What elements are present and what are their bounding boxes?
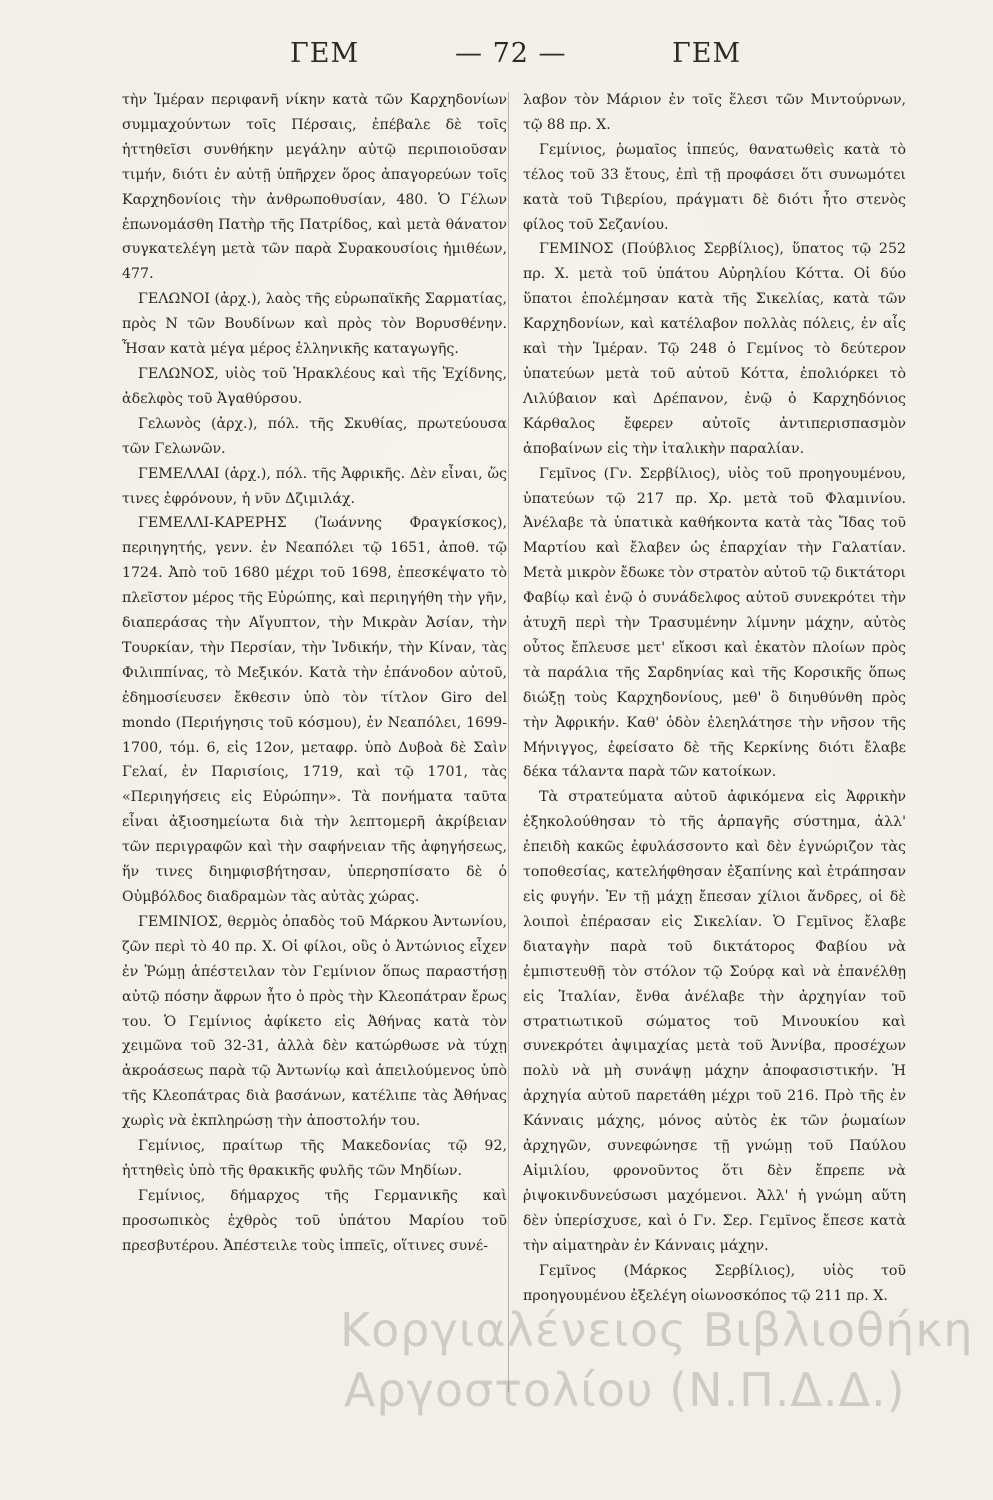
running-head	[0, 38, 993, 88]
running-head-left: ΓΕΜ	[290, 38, 360, 69]
watermark-line-1: Κοργιαλένειος Βιβλιοθήκη	[340, 1303, 974, 1357]
entry-geminios-tribune-continued: λαβον τὸν Μάριον ἐν τοῖς ἕλεσι τῶν Μιντούρνων, τῷ 88 πρ. Χ.	[523, 92, 906, 133]
entry-geminos-gnaeus-continued: Τὰ στρατεύματα αὐτοῦ ἀφικόμενα εἰς Ἀφρικὴν ἐξηκολούθησαν τὸ τῆς ἁρπαγῆς σύστημα, ἀλλ' ἐπειδὴ κακῶς ἐφυλάσσοντο καὶ δὲν ἐγνώριζον τὰς τοποθεσίας, κατελήφθησαν ἐξαπίνης καὶ ἐτράπησαν εἰς φυγήν. Ἐν τῇ μάχῃ ἔπεσαν χίλιοι ἄνδρες, οἱ δὲ λοιποὶ ἐπέρασαν εἰς Σικελίαν. Ὁ Γεμῖνος ἔλαβε διαταγὴν παρὰ τοῦ δικτάτορος Φαβίου νὰ ἐμπιστευθῇ τὸν στόλον τῷ Σούρᾳ καὶ νὰ ἐπανέλθῃ εἰς Ἰταλίαν, ἔνθα ἀνέλαβε τὴν ἀρχηγίαν τοῦ στρατιωτικοῦ σώματος τοῦ Μινουκίου καὶ συνεκρότει ἀψιμαχίας μετὰ τοῦ Ἀννίβα, προσέχων πολὺ νὰ μὴ συνάψῃ μάχην ἀποφασιστικήν. Ἡ ἀρχηγία αὐτοῦ παρετάθη μέχρι τοῦ 216. Πρὸ τῆς ἐν Κάνναις μάχης, μόνος αὐτὸς ἐκ τῶν ῥωμαίων ἀρχηγῶν, συνεφώνησε τῇ γνώμῃ τοῦ Παύλου Αἰμιλίου, φρονοῦντος ὅτι δὲν ἔπρεπε νὰ ῥιψοκινδυνεύσωσι μαχόμενοι. Ἀλλ' ἡ γνώμη αὕτη δὲν ὑπερίσχυσε, καὶ ὁ Γν. Σερ. Γεμῖνος ἔπεσε κατὰ τὴν αἱματηρὰν ἐν Κάνναις μάχην.	[523, 789, 906, 1254]
entry-geminos-publius: ΓΕΜΙΝΟΣ (Πούβλιος Σερβίλιος), ὕπατος τῷ 252 πρ. Χ. μετὰ τοῦ ὑπάτου Αὐρηλίου Κόττα. Οἱ δύο ὕπατοι ἐπολέμησαν κατὰ τῆς Σικελίας, κατὰ τῶν Καρχηδονίων, καὶ κατέλαβον πολλὰς πόλεις, ἐν αἷς καὶ τὴν Ἱμέραν. Τῷ 248 ὁ Γεμίνος τὸ δεύτερον ὑπατεύων μετὰ τοῦ αὐτοῦ Κόττα, ἐπολιόρκει τὸ Λιλύβαιον καὶ Δρέπανον, ἐνῷ ὁ Καρχηδόνιος Κάρθαλος ἔφερεν αὐτοῖς ἀντιπερισπασμὸν ἀποβαίνων εἰς τὴν ἰταλικὴν παραλίαν.	[523, 241, 906, 457]
watermark-line-2: Αργοστολίου (Ν.Π.Δ.Δ.)	[344, 1363, 906, 1417]
page-number: — 72 —	[455, 38, 567, 69]
entry-geminos-gnaeus: Γεμῖνος (Γν. Σερβίλιος), υἱὸς τοῦ προηγουμένου, ὑπατεύων τῷ 217 πρ. Χρ. μετὰ τοῦ Φλαμινίου. Ἀνέλαβε τὰ ὑπατικὰ καθήκοντα κατὰ τὰς Ἴδας τοῦ Μαρτίου καὶ ἔλαβεν ὡς ἐπαρχίαν τὴν Γαλατίαν. Μετὰ μικρὸν ἔδωκε τὸν στρατὸν αὐτοῦ τῷ δικτάτορι Φαβίῳ καὶ ἐνῷ ὁ συνάδελφος αὐτοῦ συνεκρότει τὴν ἀτυχῆ περὶ τὴν Τρασυμένην λίμνην μάχην, αὐτὸς οὗτος ἔπλευσε μετ' εἴκοσι καὶ ἑκατὸν πλοίων πρὸς τὰ παράλια τῆς Σαρδηνίας καὶ τῆς Κορσικῆς ὅπως διώξῃ τοὺς Καρχηδονίους, μεθ' ὃ διηυθύνθη πρὸς τὴν Ἀφρικήν. Καθ' ὁδὸν ἐλεηλάτησε τὴν νῆσον τῆς Μήνιγγος, ἐφείσατο δὲ τῆς Κερκίνης διότι ἔλαβε δέκα τάλαντα παρὰ τῶν κατοίκων.	[523, 465, 906, 781]
entry-gelonos-son-of-heracles: ΓΕΛΩΝΟΣ, υἱὸς τοῦ Ἡρακλέους καὶ τῆς Ἐχίδνης, ἀδελφὸς τοῦ Ἀγαθύρσου.	[122, 365, 507, 407]
entry-geminios: ΓΕΜΙΝΙΟΣ, θερμὸς ὀπαδὸς τοῦ Μάρκου Ἀντωνίου, ζῶν περὶ τὸ 40 πρ. Χ. Οἱ φίλοι, οὓς ὁ Ἀντώνιος εἶχεν ἐν Ῥώμῃ ἀπέστειλαν τὸν Γεμίνιον ὅπως παραστήσῃ αὐτῷ πόσην ἄφρων ἦτο ὁ πρὸς τὴν Κλεοπάτραν ἔρως του. Ὁ Γεμίνιος ἀφίκετο εἰς Ἀθήνας κατὰ τὸν χειμῶνα τοῦ 32-31, ἀλλὰ δὲν κατώρθωσε νὰ τύχῃ ἀκροάσεως παρὰ τῷ Ἀντωνίῳ καὶ ἀπειλούμενος ὑπὸ τῆς Κλεοπάτρας διὰ βασάνων, κατέλιπε τὰς Ἀθήνας χωρὶς νὰ ἐκπληρώσῃ τὴν ἀποστολήν του.	[122, 913, 507, 1130]
entry-gemelli-careri: ΓΕΜΕΛΛΙ-ΚΑΡΕΡΗΣ (Ἰωάννης Φραγκίσκος), περιηγητής, γενν. ἐν Νεαπόλει τῷ 1651, ἀποθ. τῷ 1724. Ἀπὸ τοῦ 1680 μέχρι τοῦ 1698, ἐπεσκέψατο τὸ πλεῖστον μέρος τῆς Εὐρώπης, καὶ περιηγήθη τὴν γῆν, διαπεράσας τὴν Αἴγυπτον, τὴν Μικρὰν Ἀσίαν, τὴν Τουρκίαν, τὴν Περσίαν, τὴν Ἰνδικήν, τὴν Κίναν, τὰς Φιλιππίνας, τὸ Μεξικόν. Κατὰ τὴν ἐπάνοδον αὐτοῦ, ἐδημοσίευσεν ἔκθεσιν ὑπὸ τὸν τίτλον Giro del mondo (Περιήγησις τοῦ κόσμου), ἐν Νεαπόλει, 1699-1700, τόμ. 6, εἰς 12ον, μεταφρ. ὑπὸ Δυβοὰ δὲ Σαὶν Γελαί, ἐν Παρισίοις, 1719, καὶ τῷ 1701, τὰς «Περιηγήσεις εἰς Εὐρώπην». Τὰ πονήματα ταῦτα εἶναι ἀξιοσημείωτα διὰ τὴν λεπτομερῆ ἀκρίβειαν τῶν περιγραφῶν καὶ τὴν σαφήνειαν τῆς ἀφηγήσεως, ἥν τινες διημφισβήτησαν, ὑπερησπίσατο δὲ ὁ Οὐμβόλδος διαδραμὼν τὰς αὐτὰς χώρας.	[122, 515, 507, 905]
entry-gelonos-city: Γελωνὸς (ἀρχ.), πόλ. τῆς Σκυθίας, πρωτεύουσα τῶν Γελωνῶν.	[122, 415, 507, 457]
right-column	[523, 88, 906, 1308]
entry-geminios-praetor: Γεμίνιος, πραίτωρ τῆς Μακεδονίας τῷ 92, ἡττηθεὶς ὑπὸ τῆς θρακικῆς φυλῆς τῶν Μηδίων.	[122, 1138, 507, 1179]
entry-geminos-marcus: Γεμῖνος (Μάρκος Σερβίλιος), υἱὸς τοῦ προηγουμένου ἐξελέγη οἰωνοσκόπος τῷ 211 πρ. Χ.	[523, 1262, 906, 1304]
library-watermark	[340, 1300, 980, 1420]
column-divider	[508, 92, 509, 1392]
entry-gelonoi: ΓΕΛΩΝΟΙ (ἀρχ.), λαὸς τῆς εὐρωπαϊκῆς Σαρματίας, πρὸς Ν τῶν Βουδίνων καὶ πρὸς τὸν Βορυσθένην. Ἦσαν κατὰ μέγα μέρος ἑλληνικῆς καταγωγῆς.	[122, 291, 507, 358]
entry-geminios-knight: Γεμίνιος, ῥωμαῖος ἱππεύς, θανατωθεὶς κατὰ τὸ τέλος τοῦ 33 ἔτους, ἐπὶ τῇ προφάσει ὅτι συνωμότει κατὰ τοῦ Τιβερίου, πράγματι δὲ διότι ἦτο στενὸς φίλος τοῦ Σεζανίου.	[523, 141, 906, 233]
entry-gemellai: ΓΕΜΕΛΛΑΙ (ἀρχ.), πόλ. τῆς Ἀφρικῆς. Δὲν εἶναι, ὥς τινες ἐφρόνουν, ἡ νῦν Δζιμιλάχ.	[122, 465, 507, 507]
entry-gelon-continued: τὴν Ἱμέραν περιφανῆ νίκην κατὰ τῶν Καρχηδονίων συμμαχούντων τοῖς Πέρσαις, ἐπέβαλε δὲ τοῖς ἡττηθεῖσι συνθήκην μεγάλην αὐτῷ περιποιοῦσαν τιμήν, διότι ἐν αὐτῇ ὑπῆρχεν ὅρος ἀπαγορεύων τοῖς Καρχηδονίοις τὴν ἀνθρωποθυσίαν, 480. Ὁ Γέλων ἐπωνομάσθη Πατὴρ τῆς Πατρίδος, καὶ μετὰ θάνατον συγκατελέγη μετὰ τῶν παρὰ Συρακουσίοις ἡμιθέων, 477.	[122, 92, 507, 283]
entry-geminios-tribune: Γεμίνιος, δήμαρχος τῆς Γερμανικῆς καὶ προσωπικὸς ἐχθρὸς τοῦ ὑπάτου Μαρίου τοῦ πρεσβυτέρου. Ἀπέστειλε τοὺς ἱππεῖς, οἵτινες συνέ-	[122, 1187, 507, 1254]
running-head-right: ΓΕΜ	[672, 38, 742, 69]
left-column	[122, 88, 507, 1259]
